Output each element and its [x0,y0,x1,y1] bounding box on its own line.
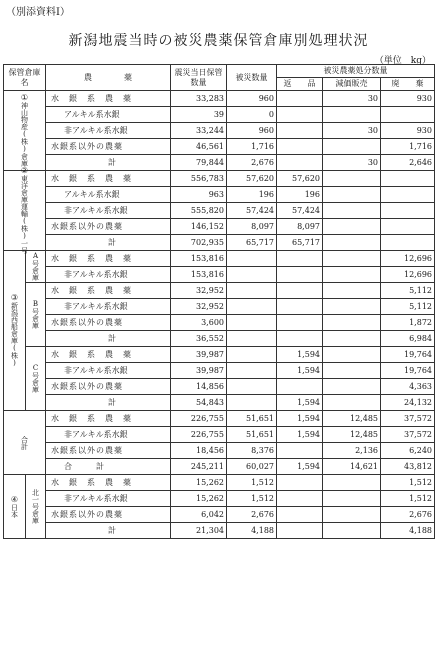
warehouse-name: C号倉庫 [31,364,40,393]
cell-stored: 39,987 [171,363,227,379]
cell-returned: 1,594 [277,459,323,475]
cell-stored: 153,816 [171,251,227,267]
cell-stored: 33,283 [171,91,227,107]
pesticide-name: 非アルキル系水銀 [46,203,171,219]
table-row [4,219,435,235]
cell-stored: 46,561 [171,139,227,155]
group-name: 東洋倉庫運輸(株)一号 [20,175,29,254]
table-row [4,379,435,395]
cell-sold: 14,621 [323,459,381,475]
table-row [4,443,435,459]
group-number: ② [20,166,29,175]
warehouse-name: A号倉庫 [31,252,40,281]
cell-damaged: 8,097 [227,219,277,235]
table-row [4,107,435,123]
cell-returned: 1,594 [277,347,323,363]
header-discarded: 廃 棄 [381,78,435,91]
table-row [4,491,435,507]
table-row [4,123,435,139]
cell-discarded [381,107,435,123]
cell-sold: 30 [323,123,381,139]
cell-sold [323,219,381,235]
cell-stored: 3,600 [171,315,227,331]
table-row [4,523,435,539]
cell-discarded: 2,646 [381,155,435,171]
cell-discarded: 1,872 [381,315,435,331]
cell-damaged: 0 [227,107,277,123]
cell-discarded: 1,512 [381,475,435,491]
cell-discarded: 4,363 [381,379,435,395]
cell-returned: 1,594 [277,363,323,379]
cell-returned: 1,594 [277,395,323,411]
cell-returned [277,123,323,139]
cell-discarded [381,187,435,203]
table-row [4,251,435,267]
cell-returned [277,91,323,107]
unit-note: （単位 kg） [374,56,431,66]
pesticide-name: 計 [46,395,171,411]
cell-returned [277,299,323,315]
cell-returned [277,475,323,491]
cell-stored: 226,755 [171,427,227,443]
cell-discarded [381,219,435,235]
cell-discarded: 19,764 [381,363,435,379]
group-name: 新潟西船倉庫(株) [10,302,19,367]
cell-discarded: 37,572 [381,411,435,427]
cell-returned: 65,717 [277,235,323,251]
table-row [4,347,435,363]
cell-damaged: 196 [227,187,277,203]
table-row [4,395,435,411]
cell-damaged [227,331,277,347]
cell-stored: 36,552 [171,331,227,347]
cell-discarded: 4,188 [381,523,435,539]
storage-group-label [4,251,26,411]
table-row [4,459,435,475]
cell-returned [277,155,323,171]
cell-stored: 79,844 [171,155,227,171]
pesticide-name: 計 [46,235,171,251]
cell-stored: 39 [171,107,227,123]
pesticide-name: 計 [46,331,171,347]
pesticide-name: 計 [46,523,171,539]
cell-sold [323,187,381,203]
header-damaged: 被災数量 [227,65,277,91]
cell-sold [323,283,381,299]
cell-damaged: 8,376 [227,443,277,459]
header-returned: 返 品 [277,78,323,91]
table-row [4,91,435,107]
header-sold: 減価販売 [323,78,381,91]
cell-damaged [227,299,277,315]
header-pesticide: 農 薬 [46,65,171,91]
warehouse-name: B号倉庫 [31,300,40,329]
cell-returned: 8,097 [277,219,323,235]
cell-damaged: 1,716 [227,139,277,155]
cell-stored: 33,244 [171,123,227,139]
cell-returned: 57,424 [277,203,323,219]
table-row [4,235,435,251]
cell-discarded: 1,512 [381,491,435,507]
cell-damaged [227,315,277,331]
pesticide-name: 水 銀 系 農 薬 [46,91,171,107]
cell-returned: 1,594 [277,411,323,427]
cell-damaged [227,347,277,363]
cell-damaged [227,395,277,411]
cell-damaged: 51,651 [227,411,277,427]
cell-sold [323,347,381,363]
cell-returned [277,507,323,523]
table-row [4,427,435,443]
header-disposal-group: 被災農薬処分数量 [277,65,435,78]
cell-discarded: 43,812 [381,459,435,475]
table-row [4,299,435,315]
pesticide-name: アルキル系水銀 [46,107,171,123]
disposal-table [3,64,435,539]
table-row [4,331,435,347]
cell-returned [277,523,323,539]
table-row [4,203,435,219]
pesticide-name: 水銀系以外の農薬 [46,219,171,235]
cell-damaged [227,267,277,283]
cell-discarded: 37,572 [381,427,435,443]
cell-sold [323,475,381,491]
cell-stored: 18,456 [171,443,227,459]
pesticide-name: 水銀系以外の農薬 [46,315,171,331]
cell-returned [277,331,323,347]
cell-discarded [381,235,435,251]
cell-sold: 30 [323,155,381,171]
pesticide-name: 水銀系以外の農薬 [46,139,171,155]
cell-returned: 57,620 [277,171,323,187]
pesticide-name: 水 銀 系 農 薬 [46,411,171,427]
table-row [4,171,435,187]
pesticide-name: 水 銀 系 農 薬 [46,475,171,491]
warehouse-label [26,251,46,283]
storage-group-label [4,91,46,171]
cell-sold [323,395,381,411]
pesticide-name: アルキル系水銀 [46,187,171,203]
storage-group-label [4,411,46,475]
cell-returned [277,283,323,299]
pesticide-name: 水 銀 系 農 薬 [46,283,171,299]
cell-stored: 32,952 [171,283,227,299]
cell-discarded: 12,696 [381,267,435,283]
cell-sold [323,315,381,331]
pesticide-name: 非アルキル系水銀 [46,267,171,283]
cell-damaged: 2,676 [227,155,277,171]
pesticide-name: 計 [46,155,171,171]
warehouse-label [26,475,46,539]
cell-sold [323,379,381,395]
cell-sold [323,235,381,251]
pesticide-name: 水 銀 系 農 薬 [46,347,171,363]
pesticide-name: 合 計 [46,459,171,475]
cell-returned: 196 [277,187,323,203]
cell-stored: 556,783 [171,171,227,187]
cell-discarded: 6,984 [381,331,435,347]
cell-damaged: 960 [227,123,277,139]
cell-discarded: 5,112 [381,283,435,299]
warehouse-label [26,283,46,347]
cell-damaged: 4,188 [227,523,277,539]
cell-discarded: 1,716 [381,139,435,155]
cell-sold [323,523,381,539]
cell-sold: 12,485 [323,411,381,427]
pesticide-name: 非アルキル系水銀 [46,299,171,315]
group-number: ④ [10,494,19,504]
cell-returned [277,379,323,395]
table-row [4,363,435,379]
cell-returned [277,491,323,507]
cell-stored: 15,262 [171,491,227,507]
cell-discarded: 24,132 [381,395,435,411]
cell-damaged: 960 [227,91,277,107]
table-row [4,475,435,491]
table-row [4,411,435,427]
cell-sold [323,363,381,379]
cell-damaged [227,363,277,379]
table-row [4,315,435,331]
cell-sold: 12,485 [323,427,381,443]
cell-stored: 6,042 [171,507,227,523]
warehouse-label [26,347,46,411]
cell-stored: 54,843 [171,395,227,411]
cell-discarded [381,203,435,219]
warehouse-name: 北一号倉庫 [31,489,40,524]
cell-damaged [227,251,277,267]
cell-damaged: 1,512 [227,491,277,507]
pesticide-name: 水銀系以外の農薬 [46,507,171,523]
pesticide-name: 非アルキル系水銀 [46,123,171,139]
cell-stored: 146,152 [171,219,227,235]
cell-damaged: 2,676 [227,507,277,523]
cell-discarded: 6,240 [381,443,435,459]
cell-stored: 245,211 [171,459,227,475]
pesticide-name: 水 銀 系 農 薬 [46,171,171,187]
cell-sold: 2,136 [323,443,381,459]
pesticide-name: 非アルキル系水銀 [46,427,171,443]
table-row [4,267,435,283]
header-storage: 保管倉庫名 [4,65,46,91]
pesticide-name: 非アルキル系水銀 [46,363,171,379]
cell-discarded: 12,696 [381,251,435,267]
cell-discarded: 930 [381,123,435,139]
cell-damaged: 57,620 [227,171,277,187]
cell-damaged [227,283,277,299]
cell-stored: 963 [171,187,227,203]
group-name: 合計 [20,435,29,450]
group-name: 日本 [10,503,19,518]
cell-stored: 555,820 [171,203,227,219]
cell-damaged: 51,651 [227,427,277,443]
cell-damaged: 57,424 [227,203,277,219]
cell-returned [277,315,323,331]
cell-returned: 1,594 [277,427,323,443]
cell-stored: 32,952 [171,299,227,315]
cell-sold [323,331,381,347]
cell-sold [323,507,381,523]
group-number: ③ [10,293,19,302]
cell-returned [277,139,323,155]
cell-discarded [381,171,435,187]
cell-damaged [227,379,277,395]
group-name: 神山物産(株)倉庫 [20,102,29,167]
cell-discarded: 2,676 [381,507,435,523]
cell-returned [277,443,323,459]
cell-sold [323,139,381,155]
storage-group-label [4,166,46,254]
cell-damaged: 65,717 [227,235,277,251]
cell-returned [277,107,323,123]
table-row [4,283,435,299]
cell-damaged: 60,027 [227,459,277,475]
table-row [4,507,435,523]
cell-sold [323,171,381,187]
cell-discarded: 5,112 [381,299,435,315]
document-label: （別添資料Ⅰ） [6,7,70,18]
group-number: ① [20,93,29,102]
pesticide-name: 水 銀 系 農 薬 [46,251,171,267]
cell-discarded: 930 [381,91,435,107]
cell-stored: 39,987 [171,347,227,363]
table-row [4,155,435,171]
cell-stored: 702,935 [171,235,227,251]
cell-sold [323,267,381,283]
cell-sold [323,203,381,219]
cell-sold [323,107,381,123]
cell-stored: 15,262 [171,475,227,491]
cell-stored: 21,304 [171,523,227,539]
cell-stored: 226,755 [171,411,227,427]
cell-sold: 30 [323,91,381,107]
header-stored: 震災当日保管数量 [171,65,227,91]
table-row [4,139,435,155]
cell-discarded: 19,764 [381,347,435,363]
pesticide-name: 非アルキル系水銀 [46,491,171,507]
pesticide-name: 水銀系以外の農薬 [46,379,171,395]
pesticide-name: 水銀系以外の農薬 [46,443,171,459]
table-row [4,187,435,203]
cell-stored: 153,816 [171,267,227,283]
cell-returned [277,267,323,283]
cell-stored: 14,856 [171,379,227,395]
cell-sold [323,299,381,315]
cell-returned [277,251,323,267]
cell-damaged: 1,512 [227,475,277,491]
cell-sold [323,491,381,507]
cell-sold [323,251,381,267]
document-title: 新潟地震当時の被災農薬保管倉庫別処理状況 [68,33,369,49]
storage-group-label [4,475,26,539]
